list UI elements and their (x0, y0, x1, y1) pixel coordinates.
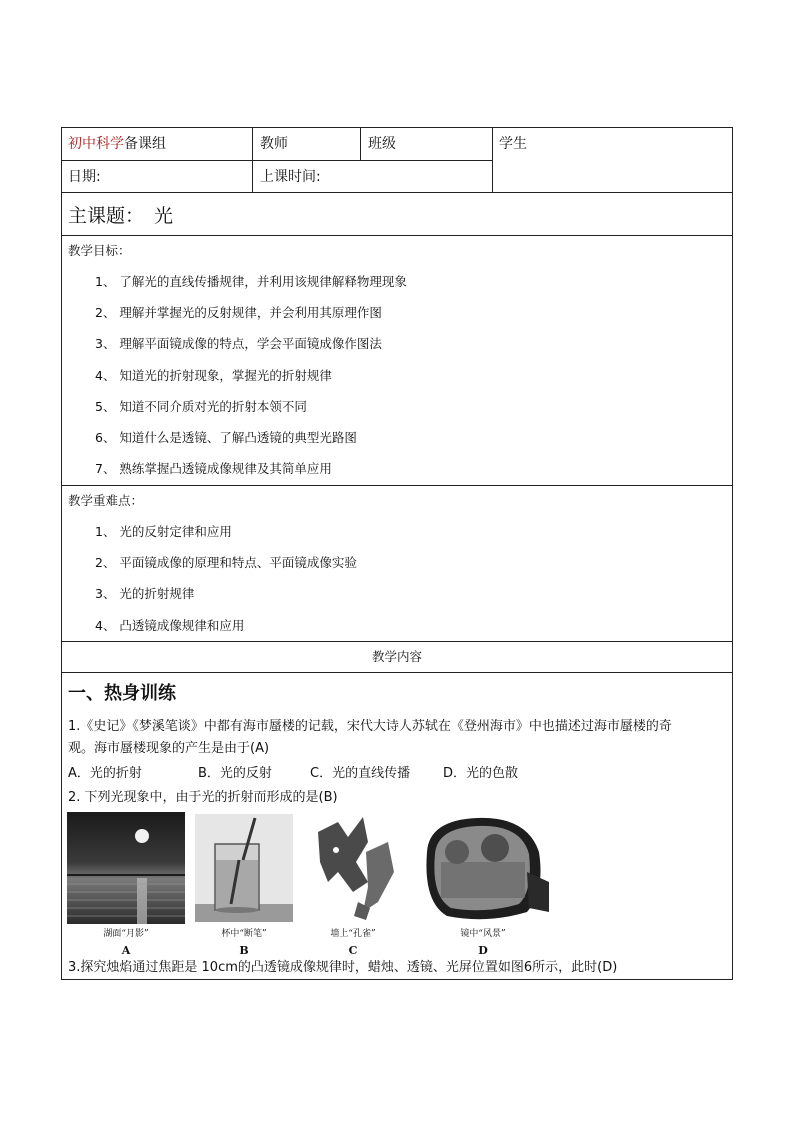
table-divider (62, 672, 732, 673)
objective-item: 7、 熟练掌握凸透镜成像规律及其简单应用 (95, 461, 332, 476)
class-time-label: 上课时间: (260, 169, 321, 185)
objective-item: 1、 了解光的直线传播规律，并利用该规律解释物理现象 (95, 274, 407, 289)
key-point-item: 1、 光的反射定律和应用 (95, 524, 232, 539)
image-caption: 镜中“风景” (460, 929, 506, 939)
date-label: 日期: (68, 169, 101, 185)
moon-reflection-image (67, 812, 185, 924)
question-1-option: B．光的反射 (198, 766, 272, 781)
question-1-option: D．光的色散 (443, 766, 519, 781)
table-divider (62, 235, 732, 236)
image-caption: 杯中“断笔” (221, 929, 267, 939)
subject-title: 主课题： 光 (68, 205, 174, 227)
teaching-content-header: 教学内容 (371, 649, 422, 664)
question-1-text: 1.《史记》《梦溪笔谈》中都有海市蜃楼的记载，宋代大诗人苏轼在《登州海市》中也描述过海市蜃楼的奇 (68, 719, 672, 734)
table-divider (360, 128, 361, 160)
broken-pencil-image (195, 814, 293, 922)
class-label: 班级 (368, 136, 396, 152)
objectives-title: 教学目标： (68, 243, 131, 258)
question-3-text: 3.探究烛焰通过焦距是 10cm的凸透镜成像规律时，蜡烛、透镜、光屏位置如图6所示，此时(D) (68, 960, 618, 975)
prep-group-label: 初中科学备课组 (68, 136, 166, 152)
section-title: 一、热身训练 (68, 683, 176, 704)
question-1-option: C．光的直线传播 (310, 766, 411, 781)
student-label: 学生 (499, 136, 527, 152)
objective-item: 4、 知道光的折射现象，掌握光的折射规律 (95, 368, 332, 383)
objective-item: 2、 理解并掌握光的反射规律，并会利用其原理作图 (95, 305, 382, 320)
table-divider (62, 641, 732, 642)
table-divider (62, 192, 732, 193)
option-letter: C (348, 944, 358, 957)
hand-shadow-image (308, 812, 398, 924)
table-divider (492, 128, 493, 192)
objective-item: 6、 知道什么是透镜、了解凸透镜的典型光路图 (95, 430, 357, 445)
key-points-title: 教学重难点： (68, 493, 144, 508)
table-divider (62, 160, 492, 161)
objective-item: 3、 理解平面镜成像的特点，学会平面镜成像作图法 (95, 336, 382, 351)
question-2-text: 2. 下列光现象中，由于光的折射而形成的是(B) (68, 790, 338, 805)
key-point-item: 3、 光的折射规律 (95, 586, 195, 601)
option-letter: D (478, 944, 488, 957)
car-mirror-image (417, 812, 549, 924)
question-1-option: A．光的折射 (68, 766, 142, 781)
image-caption: 湖面“月影” (103, 929, 149, 939)
question-1-text: 观。海市蜃楼现象的产生是由于(A) (68, 741, 270, 756)
option-letter: B (239, 944, 249, 957)
teacher-label: 教师 (260, 136, 288, 152)
objective-item: 5、 知道不同介质对光的折射本领不同 (95, 399, 307, 414)
key-point-item: 4、 凸透镜成像规律和应用 (95, 618, 245, 633)
option-letter: A (121, 944, 131, 957)
key-point-item: 2、 平面镜成像的原理和特点、平面镜成像实验 (95, 555, 357, 570)
lesson-plan-table (61, 127, 733, 980)
table-divider (62, 485, 732, 486)
image-caption: 墙上“孔雀” (330, 929, 376, 939)
